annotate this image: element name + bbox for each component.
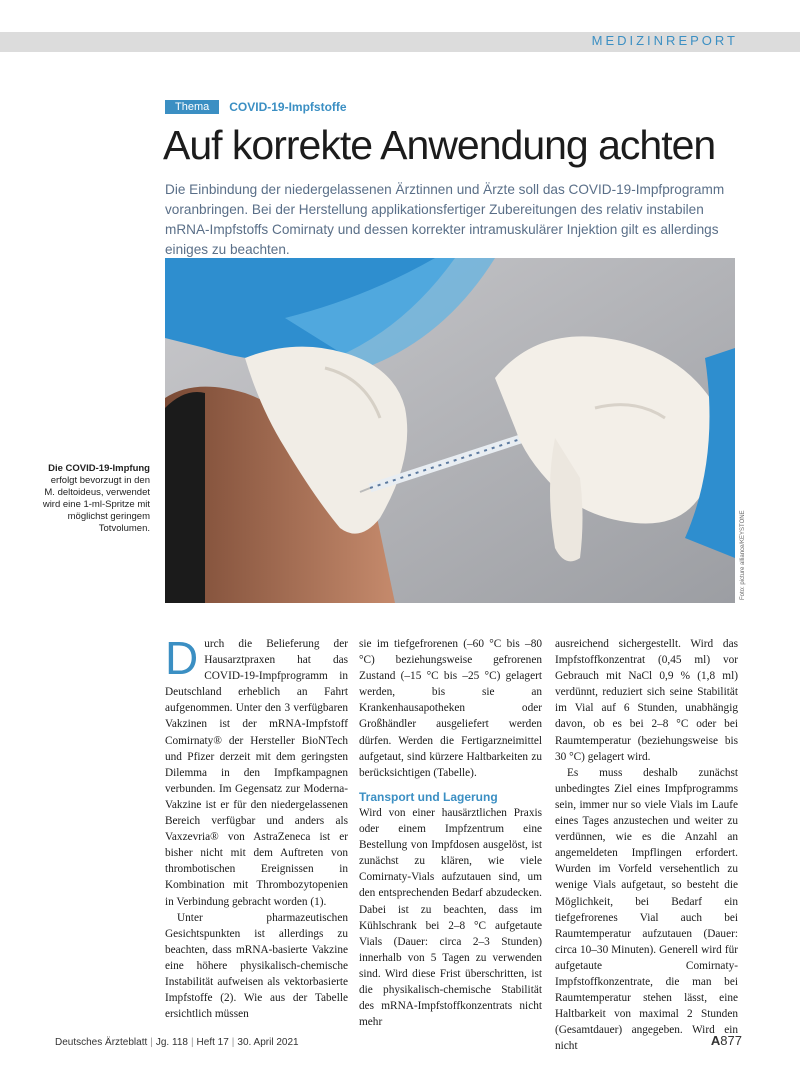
paragraph: ausreichend sichergestellt. Wird das Impfstoffkonzentrat (0,45 ml) vor Gebrauch mit NaCl 0,9 % (1,8 ml) verdünnt, reduziert sich seine Stabilität im Vial auf 6 Stunden, unabhängig davon, ob es bei 2–8 °C oder bei Raumtemperatur (beziehungsweise bis 30 °C) gelagert wird. <box>555 638 738 763</box>
article-title: Auf korrekte Anwendung achten <box>163 122 716 168</box>
journal-name: Deutsches Ärzteblatt <box>55 1037 148 1048</box>
paragraph: sie im tiefgefrorenen (–60 °C bis –80 °C) beziehungsweise gefrorenen Zustand (–15 °C bis –25 °C) gelagert werden, bis sie an Krankenhausapotheken oder Großhändler ausgeliefert werden dürfen. Werden die Fertigarzneimittel aufgetaut, sind kürzere Haltbarkeiten zu berücksichtigen (Tabelle). <box>359 638 542 779</box>
topic-label: COVID-19-Impfstoffe <box>229 100 347 114</box>
page-number <box>711 1033 742 1048</box>
section-label: MEDIZINREPORT <box>591 33 738 48</box>
body-column-1 <box>165 632 348 1022</box>
footer: Deutsches Ärzteblatt | Jg. 118 | Heft 17 | 30. April 2021 <box>55 1037 299 1048</box>
caption-text: erfolgt bevorzugt in den M. deltoideus, verwendet wird eine 1-ml-Spritze mit möglichst geringem Totvolumen. <box>42 475 150 534</box>
issue: Heft 17 <box>196 1037 229 1048</box>
article-lead: Die Einbindung der niedergelassenen Ärztinnen und Ärzte soll das COVID-19-Impfprogramm voranbringen. Bei der Herstellung applikationsfertiger Zubereitungen des relativ instabilen mRNA-Impfstoffs Comirnaty und dessen korrekter intramuskulärer Injektion gilt es allerdings einiges zu beachten. <box>165 182 725 257</box>
volume: Jg. 118 <box>155 1037 188 1048</box>
body-column-3 <box>555 636 738 1054</box>
vaccination-photo <box>165 258 735 603</box>
paragraph-text: urch die Belieferung der Hausarztpraxen hat das COVID-19-Impfprogramm in Deutschland erheblich an Fahrt aufgenommen. Unter den 3 verfügbaren Vakzinen ist der mRNA-Impfstoff Comirnaty® der Hersteller BioNTech und Pfizer derzeit mit dem geringsten Dilemma in den Impfkampagnen verbunden. Im Gegensatz zur Moderna-Vakzine ist er für den niedergelassenen Bereich verfügbar und anders als Vaxzevria® von AstraZeneca ist er bisher nicht mit dem Auftreten von thrombotischen Ereignissen in Kombination mit Thrombozytopenien in Verbindung gebracht worden (1). <box>165 638 348 908</box>
paragraph <box>165 632 348 910</box>
date: 30. April 2021 <box>237 1037 299 1048</box>
paragraph: Unter pharmazeutischen Gesichtspunkten ist allerdings zu beachten, dass mRNA-basierte Vakzine eine höhere physikalisch-chemische Instabilität aufweisen als vektorbasierte Impfstoffe (2). Wie aus der Tabelle ersichtlich müssen <box>165 911 348 1021</box>
page-number-value: 877 <box>720 1033 742 1048</box>
dropcap: D <box>165 632 199 684</box>
vaccination-illustration <box>165 258 735 603</box>
photo-credit: Foto: picture alliance/KEYSTONE <box>740 510 746 600</box>
figure-caption <box>40 463 150 535</box>
paragraph: Wird von einer hausärztlichen Praxis oder einem Impfzentrum eine Bestellung von Impfdosen ausgelöst, ist zunächst zu klären, wie viele Comirnaty-Vials aufzutauen sind, um den entsprechenden Bedarf abzudecken. Dabei ist zu beachten, dass im Kühlschrank bei 2–8 °C aufgetaute Vials (Dauer: circa 2–3 Stunden) innerhalb von 5 Tagen zu verwenden sind. Wird diese Frist überschritten, ist die physikalisch-chemische Stabilität des mRNA-Impfstoffkonzentrats nicht mehr <box>359 806 542 1029</box>
caption-bold: Die COVID-19-Impfung <box>48 463 150 474</box>
subheading: Transport und Lagerung <box>359 789 498 804</box>
thema-tag: Thema <box>165 100 219 114</box>
page-prefix: A <box>710 1033 721 1048</box>
topic-row <box>165 100 347 114</box>
body-column-2 <box>359 636 542 1030</box>
paragraph: Es muss deshalb zunächst unbedingtes Ziel eines Impfprogramms sein, immer nur so viele Vials im Laufe eines Tages anzustechen und weiter zu verdünnen, wie es die Anzahl an angemeldeten Impflingen erfordert. Wurden im Vorfeld versehentlich zu wenige Vials aufgetaut, so besteht die Möglichkeit, bei Bedarf ein tiefgefrorenes Vial auch bei Raumtemperatur aufzutauen (Dauer: circa 10–30 Minuten). Generell wird für aufgetaute Comirnaty-Impfstoffkonzentrate, die man bei Raumtemperatur stehen lässt, eine Haltbarkeit von maximal 2 Stunden (Gesamtdauer) angegeben. Wird ein nicht <box>555 766 738 1053</box>
